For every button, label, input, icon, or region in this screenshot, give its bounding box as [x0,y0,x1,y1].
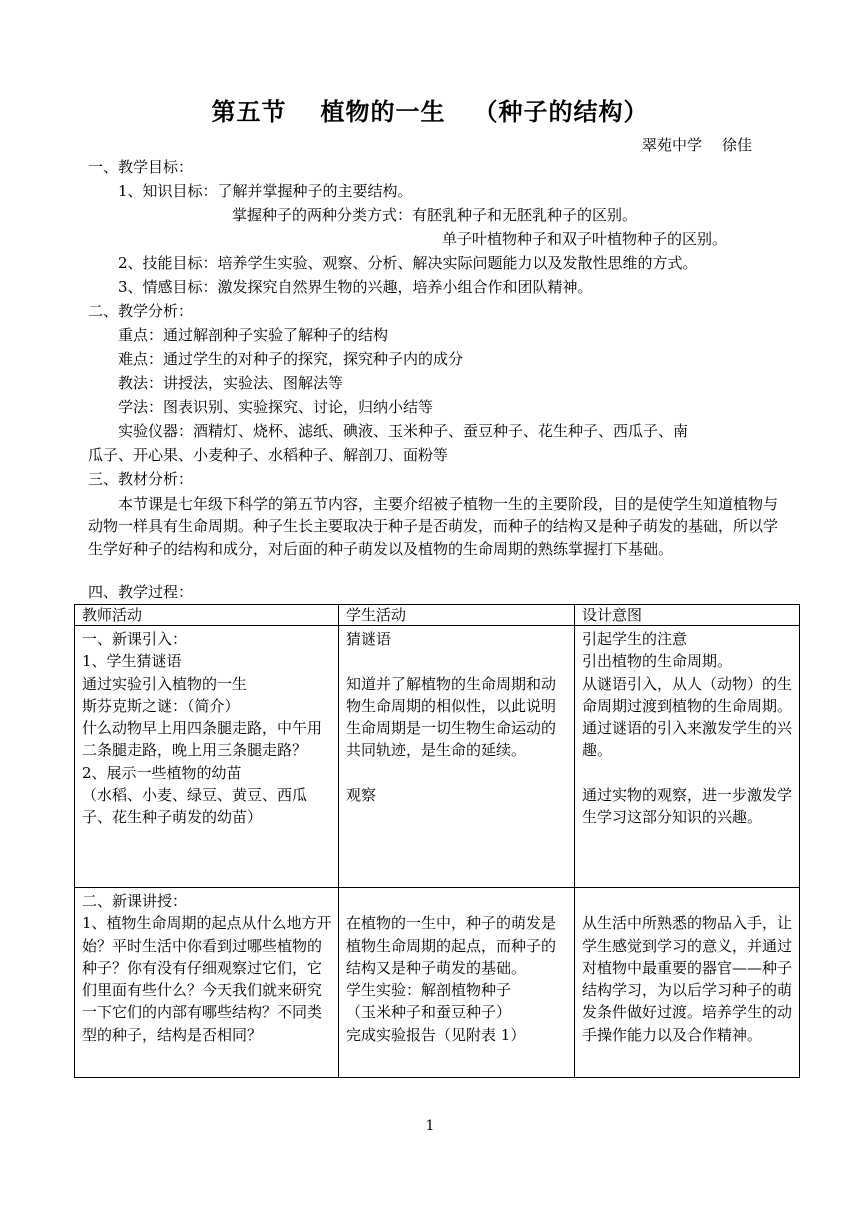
header-student-activity: 学生活动 [339,605,575,626]
cell-line: 什么动物早上用四条腿走路，中午用二条腿走路，晚上用三条腿走路？ [82,719,323,760]
cell-line: 引出植物的生命周期。 [582,652,733,671]
row2-student-cell [339,888,575,1078]
cell-line: 知道并了解植物的生命周期和动物生命周期的相似性，以此说明生命周期是一切生物生命运动的共同轨迹，是生命的延续。 [346,674,557,760]
cell-line: 从生活中所熟悉的物品入手，让学生感觉到学习的意义，并通过对植物中最重要的器官——种子结构学习，为以后学习种子的萌发条件做好过渡。培养学生的动手操作能力以及合作精神。 [582,914,793,1044]
row1-teacher-cell [75,626,339,888]
cell-line: 完成实验报告（见附表 1） [346,1025,526,1044]
cell-line: 通过实验引入植物的一生 [82,674,248,693]
cell-spacer [346,762,568,784]
cell-line: 二、新课讲授： [82,892,188,910]
cell-line: 从谜语引入，从人（动物）的生命周期过渡到植物的生命周期。 [582,674,793,715]
header-teacher-activity: 教师活动 [75,605,339,626]
author-school: 翠苑中学 [642,136,703,154]
cell-line: 在植物的一生中，种子的萌发是植物生命周期的起点，而种子的结构又是种子萌发的基础。 [346,914,557,977]
material-paragraph: 本节课是七年级下科学的第五节内容，主要介绍被子植物一生的主要阶段，目的是使学生知道植物与动物一样具有生命周期。种子生长主要取决于种子是否萌发，而种子的结构又是种子萌发的基础，所以学生学好种子的结构和成分，对后面的种子萌发以及植物的生命周期的熟练掌握打下基础。 [88,495,779,558]
objective-knowledge [118,180,413,202]
cell-line: 通过实物的观察，进一步激发学生学习这部分知识的兴趣。 [582,786,793,827]
objective-skill: 2、技能目标：培养学生实验、观察、分析、解决实际问题能力以及发散性思维的方式。 [118,254,698,272]
cell-line: 2、展示一些植物的幼苗 [82,763,242,782]
objectives-heading: 一、教学目标： [88,158,194,176]
cell-line: 1、植物生命周期的起点从什么地方开始？平时生活中你看到过哪些植物的种子？你有没有仔细观察过它们，它们里面有些什么？今天我们就来研究一下它们的内部有哪些结构？不同类型的种子，结构是否相同？ [82,914,332,1044]
process-heading: 四、教学过程： [88,583,194,601]
material-heading: 三、教材分析： [88,470,194,488]
teaching-process-table [74,604,800,1078]
table-row [75,626,800,888]
key-point: 重点：通过解剖种子实验了解种子的结构 [118,326,389,344]
cell-line: （水稻、小麦、绿豆、黄豆、西瓜子、花生种子萌发的幼苗） [82,786,308,827]
cell-line: 斯芬克斯之谜：（简介） [82,696,240,715]
table-row [75,888,800,1078]
objective-knowledge-line2: 掌握种子的两种分类方式：有胚乳种子和无胚乳种子的区别。 [232,206,638,224]
learning-method: 学法：图表识别、实验探究、讨论，归纳小结等 [118,398,434,416]
row2-design-cell [575,888,800,1078]
page-number: 1 [425,1118,435,1134]
analysis-heading: 二、教学分析： [88,302,194,320]
equipment-line2: 瓜子、开心果、小麦种子、水稻种子、解剖刀、面粉等 [88,446,449,464]
cell-line: （玉米种子和蚕豆种子） [346,1003,512,1022]
difficulty: 难点：通过学生的对种子的探究，探究种子内的成分 [118,350,464,368]
cell-spacer [582,762,793,784]
cell-line: 1、学生猜谜语 [82,652,182,671]
author-name: 徐佳 [722,136,753,154]
page-title [0,92,860,127]
cell-spacer [582,890,793,912]
objective-knowledge-line3: 单子叶植物种子和双子叶植物种子的区别。 [442,230,728,248]
row1-design-cell [575,626,800,888]
cell-line: 通过谜语的引入来激发学生的兴趣。 [582,719,793,760]
cell-line: 引起学生的注意 [582,630,688,648]
objective-emotion: 3、情感目标：激发探究自然界生物的兴趣，培养小组合作和团队精神。 [118,278,593,296]
equipment-line1: 实验仪器：酒精灯、烧杯、滤纸、碘液、玉米种子、蚕豆种子、花生种子、西瓜子、南 [118,422,689,440]
cell-line: 猜谜语 [346,630,392,648]
teaching-method: 教法：讲授法，实验法、图解法等 [118,374,344,392]
cell-line: 学生实验：解剖植物种子 [346,981,512,1000]
author-line [642,134,752,155]
title-subtopic: （种子的结构） [473,98,649,126]
row1-student-cell [339,626,575,888]
cell-line: 观察 [346,786,377,805]
objective-knowledge-text: 了解并掌握种子的主要结构。 [217,182,413,200]
cell-spacer [346,890,568,912]
title-topic: 植物的一生 [320,98,446,126]
header-design-intent: 设计意图 [575,605,800,626]
objective-knowledge-label: 1、知识目标： [118,182,218,200]
table-header-row [75,605,800,626]
cell-spacer [346,650,568,672]
row2-teacher-cell [75,888,339,1078]
cell-line: 一、新课引入： [82,630,188,648]
title-section: 第五节 [211,98,287,126]
